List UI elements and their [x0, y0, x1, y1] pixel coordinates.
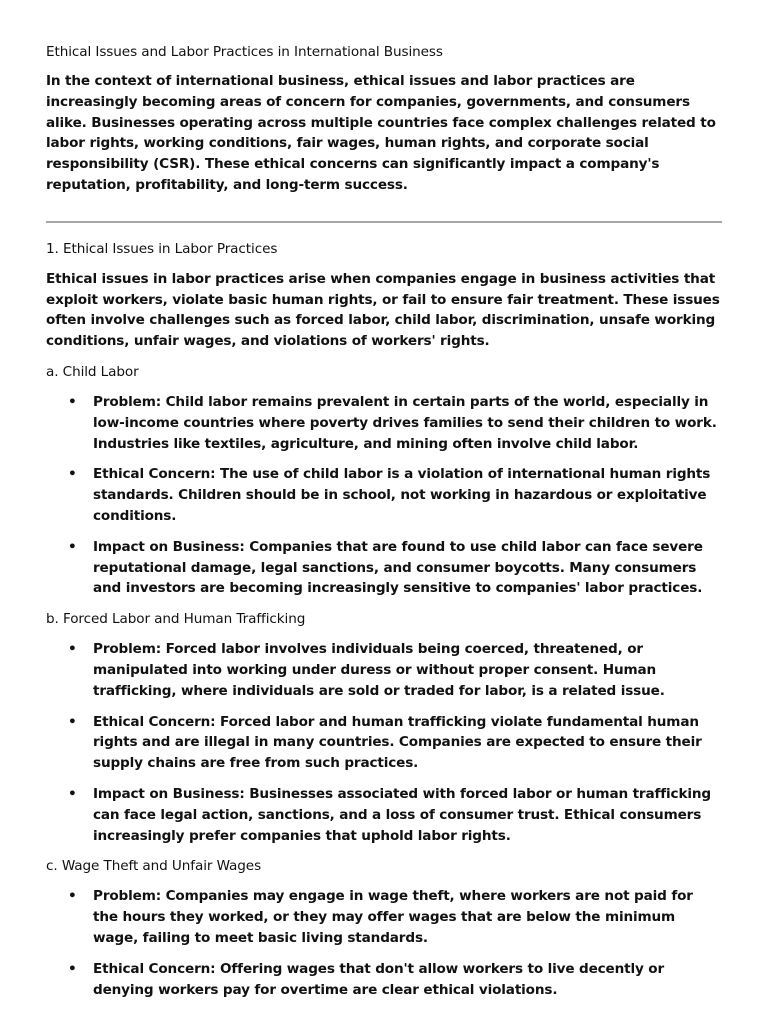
document-title: Ethical Issues and Labor Practices in International Business — [46, 44, 443, 60]
list-item — [46, 886, 722, 948]
bullet-icon: • — [68, 393, 77, 410]
list-item — [46, 712, 722, 774]
bullet-icon: • — [68, 538, 77, 555]
list-item-text: Impact on Business: Companies that are found to use child labor can face severe reputational damage, legal sanctions, and consumer boycotts. Many consumers and investors are becoming increasingly sensitive to companies' labor practices. — [93, 538, 703, 597]
bullet-icon: • — [68, 960, 77, 977]
bullet-icon: • — [68, 713, 77, 730]
list-item — [46, 392, 722, 454]
list-item-text: Ethical Concern: Forced labor and human trafficking violate fundamental human rights and are illegal in many countries. Companies are expected to ensure their supply chains are free from such practices. — [93, 713, 702, 772]
list-item-text: Impact on Business: Businesses associated with forced labor or human trafficking can face legal action, sanctions, and a loss of consumer trust. Ethical consumers increasingly prefer companies that uphold labor rights. — [93, 785, 711, 844]
list-item — [46, 537, 722, 599]
list-item-text: Problem: Child labor remains prevalent in certain parts of the world, especially in low-income countries where poverty drives families to send their children to work. Industries like textiles, agriculture, and mining often involve child labor. — [93, 393, 717, 452]
section-intro-paragraph: Ethical issues in labor practices arise when companies engage in business activities that exploit workers, violate basic human rights, or fail to ensure fair treatment. These issues often involve challenges such as forced labor, child labor, discrimination, unsafe working conditions, unfair wages, and violations of workers' rights. — [46, 270, 720, 350]
subsection-heading-forced-labor: b. Forced Labor and Human Trafficking — [46, 611, 306, 628]
section-heading: 1. Ethical Issues in Labor Practices — [46, 240, 278, 257]
list-item — [46, 959, 722, 1001]
list-item-text: Ethical Concern: The use of child labor is a violation of international human rights standards. Children should be in school, not working in hazardous or exploitative conditions. — [93, 466, 711, 524]
subsection-heading-child-labor: a. Child Labor — [46, 363, 139, 380]
bullet-icon: • — [68, 888, 77, 905]
bullet-list-forced-labor — [46, 639, 722, 846]
list-item — [46, 639, 722, 701]
intro-paragraph: In the context of international business, ethical issues and labor practices are increasingly becoming areas of concern for companies, governments, and consumers alike. Businesses operating across multiple countries face complex challenges related to labor rights, working conditions, fair wages, human rights, and corporate social responsibility (CSR). These ethical concerns can significantly impact a company's reputation, profitability, and long-term success. — [46, 73, 716, 193]
bullet-icon: • — [68, 641, 77, 658]
bullet-icon: • — [68, 785, 77, 802]
list-item-text: Ethical Concern: Offering wages that don't allow workers to live decently or denying workers pay for overtime are clear ethical violations. — [93, 960, 665, 998]
bullet-list-child-labor — [46, 392, 722, 599]
list-item — [46, 784, 722, 846]
bullet-icon: • — [68, 466, 77, 483]
list-item-text: Problem: Forced labor involves individuals being coerced, threatened, or manipulated into working under duress or without proper consent. Human trafficking, where individuals are sold or traded for labor, is a related issue. — [93, 641, 665, 699]
list-item-text: Problem: Companies may engage in wage theft, where workers are not paid for the hours they worked, or they may offer wages that are below the minimum wage, failing to meet basic living standards. — [93, 888, 693, 946]
section-divider — [46, 221, 722, 223]
subsection-heading-wage-theft: c. Wage Theft and Unfair Wages — [46, 858, 262, 875]
list-item — [46, 464, 722, 526]
bullet-list-wage-theft — [46, 886, 722, 1000]
